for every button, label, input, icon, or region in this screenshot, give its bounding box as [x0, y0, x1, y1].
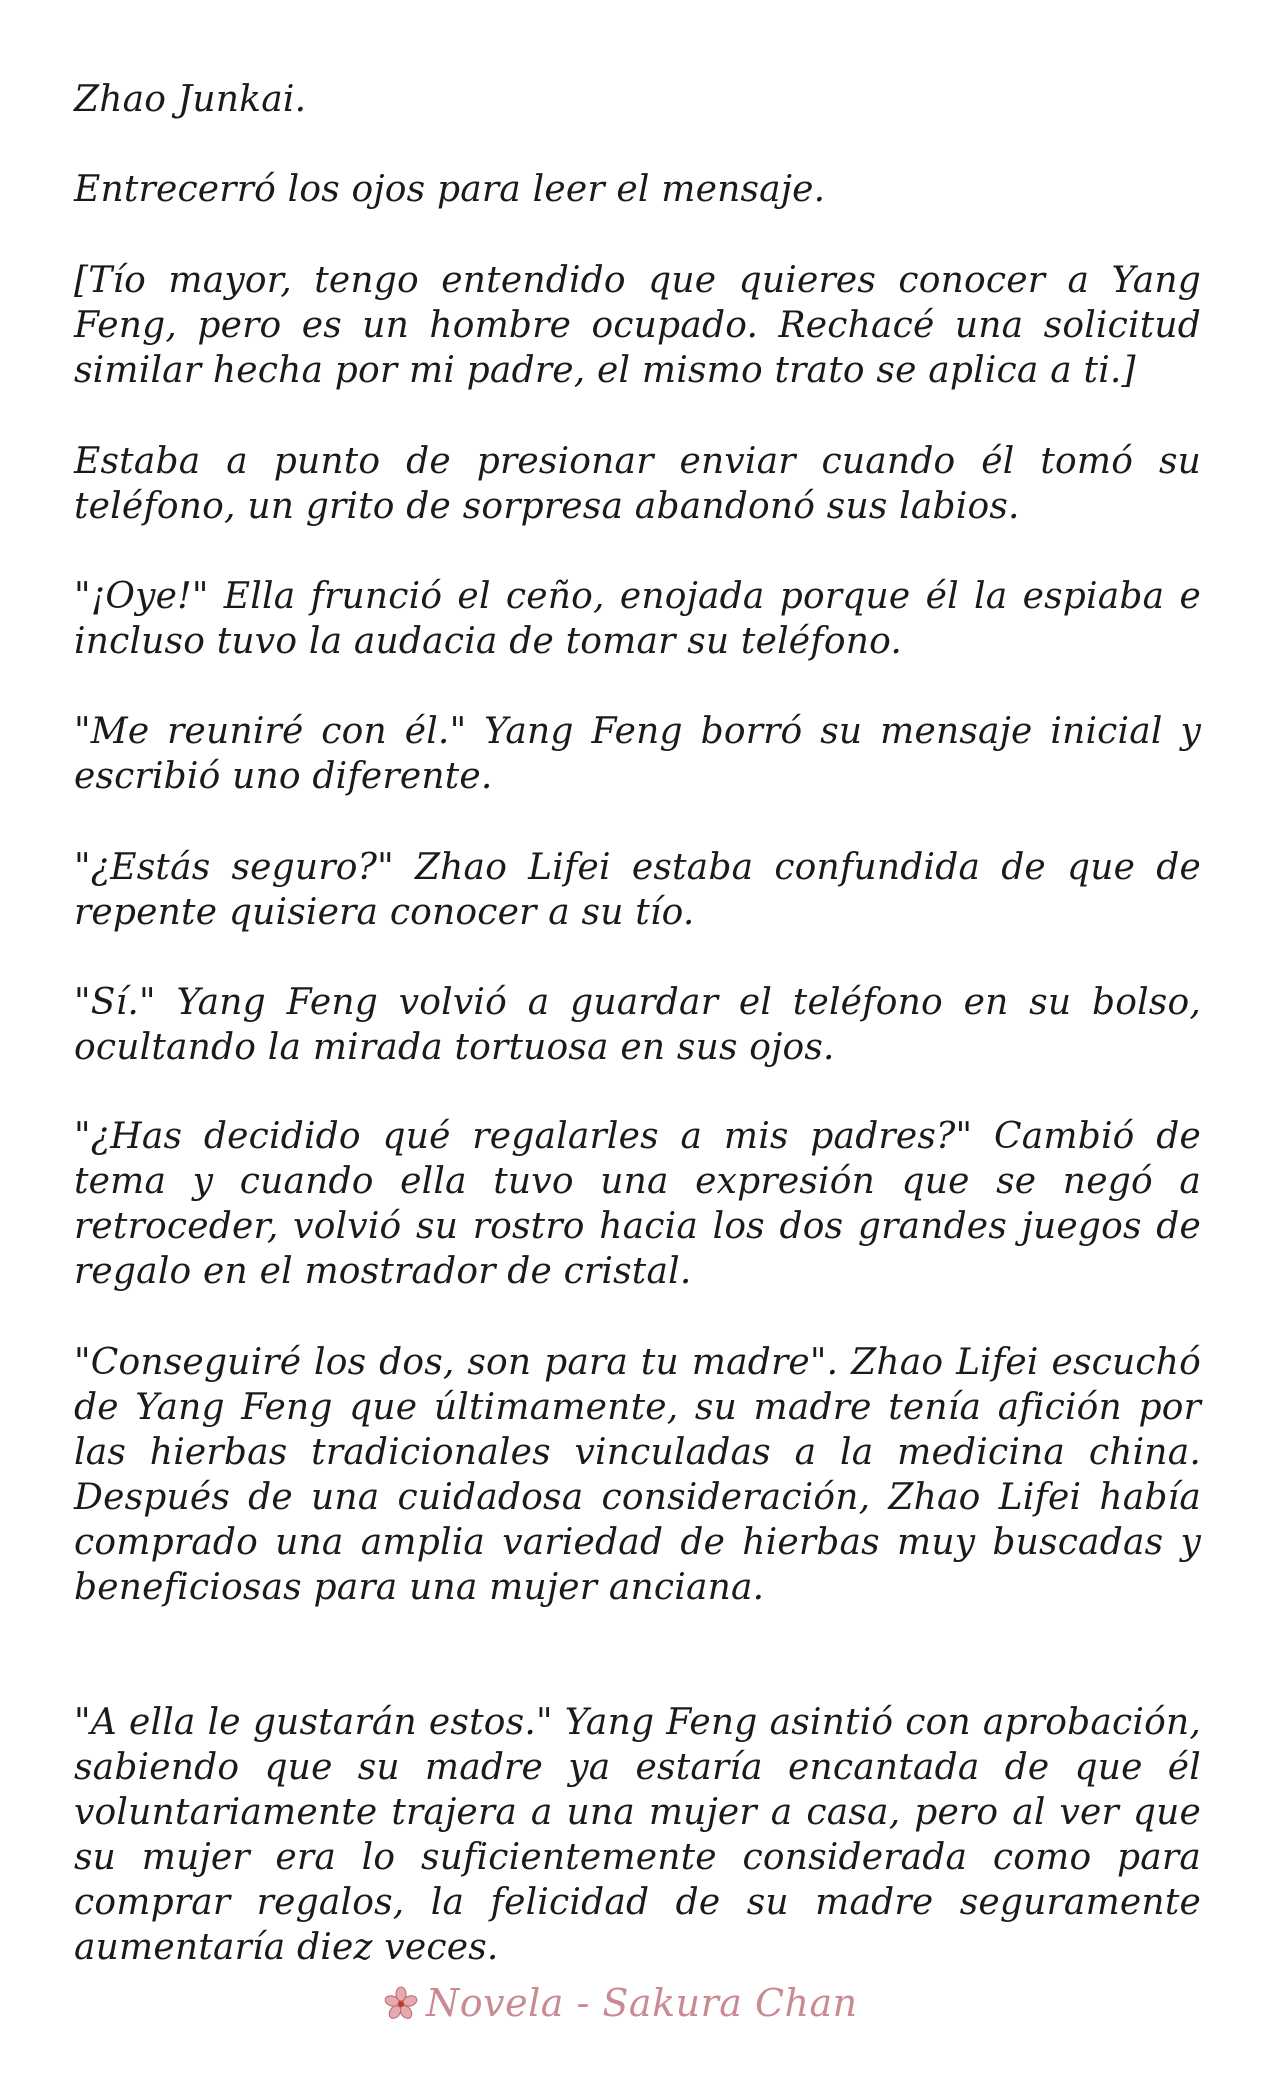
paragraph-8: "Sí." Yang Feng volvió a guardar el teléfono en su bolso, ocultando la mirada tortuosa en sus ojos.	[74, 982, 1201, 1068]
paragraph-1: Zhao Junkai.	[74, 79, 307, 120]
paragraph-9: "¿Has decidido qué regalarles a mis padres?" Cambió de tema y cuando ella tuvo una expresión que se negó a retroceder, volvió su rostro hacia los dos grandes juegos de regalo en el mostrador de cristal.	[74, 1116, 1201, 1292]
paragraph-11: "A ella le gustarán estos." Yang Feng asintió con aprobación, sabiendo que su madre ya estaría encantada de que él voluntariamente trajera a una mujer a casa, pero al ver que su mujer era lo suficientemente considerada como para comprar regalos, la felicidad de su madre seguramente aumentaría diez veces.	[74, 1702, 1201, 1968]
watermark-text: Novela - Sakura Chan	[426, 1981, 858, 2025]
paragraph-6: "Me reuniré con él." Yang Feng borró su mensaje inicial y escribió uno diferente.	[74, 711, 1201, 797]
paragraph-2: Entrecerró los ojos para leer el mensaje.	[74, 169, 826, 210]
paragraph-10: "Conseguiré los dos, son para tu madre". Zhao Lifei escuchó de Yang Feng que últimamente, su madre tenía afición por las hierbas tradicionales vinculadas a la medicina china. Después de una cuidadosa consideración, Zhao Lifei había comprado una amplia variedad de hierbas muy buscadas y beneficiosas para una mujer anciana.	[74, 1342, 1201, 1608]
paragraph-4: Estaba a punto de presionar enviar cuando él tomó su teléfono, un grito de sorpresa abandonó sus labios.	[74, 441, 1201, 527]
cherry-blossom-icon	[384, 1986, 418, 2020]
paragraph-3: [Tío mayor, tengo entendido que quieres conocer a Yang Feng, pero es un hombre ocupado. Rechacé una solicitud similar hecha por mi padre, el mismo trato se aplica a ti.]	[74, 260, 1201, 391]
watermark	[384, 1978, 858, 2028]
paragraph-5: "¡Oye!" Ella frunció el ceño, enojada porque él la espiaba e incluso tuvo la audacia de tomar su teléfono.	[74, 576, 1201, 662]
paragraph-7: "¿Estás seguro?" Zhao Lifei estaba confundida de que de repente quisiera conocer a su tío.	[74, 847, 1201, 933]
